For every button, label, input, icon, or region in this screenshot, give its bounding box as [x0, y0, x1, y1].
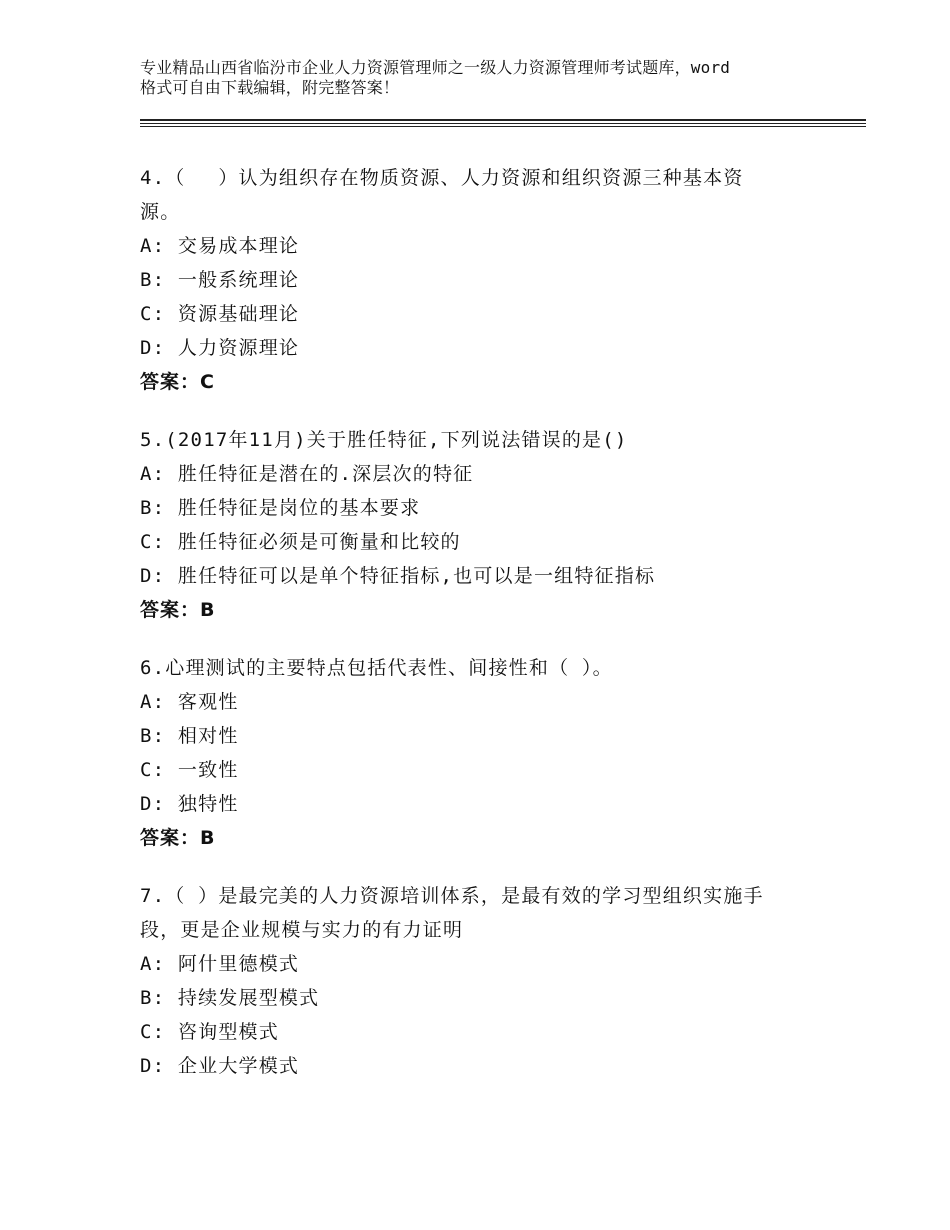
question-stem-line: 6.心理测试的主要特点包括代表性、间接性和（ ）。 [140, 657, 613, 679]
option-c: C: 资源基础理论 [140, 303, 300, 325]
header-rule [140, 119, 866, 121]
option-b: B: 胜任特征是岗位的基本要求 [140, 497, 421, 519]
question-5 [140, 423, 840, 627]
question-7 [140, 879, 840, 1083]
option-a: A: 客观性 [140, 691, 239, 713]
option-d: D: 企业大学模式 [140, 1055, 300, 1077]
header-rule [140, 126, 866, 127]
header-line-2: 格式可自由下载编辑，附完整答案！ [140, 78, 400, 97]
option-c: C: 咨询型模式 [140, 1021, 279, 1043]
answer: 答案：B [140, 827, 216, 849]
option-c: C: 胜任特征必须是可衡量和比较的 [140, 531, 461, 553]
question-stem [140, 651, 840, 685]
option-d: D: 胜任特征可以是单个特征指标,也可以是一组特征指标 [140, 565, 656, 587]
question-stem [140, 423, 840, 457]
option-b: B: 一般系统理论 [140, 269, 300, 291]
question-stem-line: 5.(2017年11月)关于胜任特征,下列说法错误的是() [140, 429, 628, 451]
answer: 答案：B [140, 599, 216, 621]
option-a: A: 阿什里德模式 [140, 953, 300, 975]
option-b: B: 持续发展型模式 [140, 987, 320, 1009]
header-rule [140, 123, 866, 124]
question-stem-line: 7.（ ）是最完美的人力资源培训体系，是最有效的学习型组织实施手 [140, 885, 764, 907]
answer: 答案：C [140, 371, 215, 393]
question-stem [140, 161, 840, 229]
document-header [140, 58, 840, 98]
question-stem-line: 4.（ ）认为组织存在物质资源、人力资源和组织资源三种基本资 [140, 167, 744, 189]
header-line-1: 专业精品山西省临汾市企业人力资源管理师之一级人力资源管理师考试题库，word [140, 58, 731, 77]
question-6 [140, 651, 840, 855]
question-stem-line: 段，更是企业规模与实力的有力证明 [140, 919, 464, 941]
question-stem [140, 879, 840, 947]
option-a: A: 胜任特征是潜在的.深层次的特征 [140, 463, 474, 485]
question-stem-line: 源。 [140, 201, 181, 223]
option-d: D: 人力资源理论 [140, 337, 300, 359]
option-b: B: 相对性 [140, 725, 239, 747]
question-4 [140, 161, 840, 399]
option-a: A: 交易成本理论 [140, 235, 300, 257]
question-list [140, 161, 840, 1107]
option-c: C: 一致性 [140, 759, 239, 781]
option-d: D: 独特性 [140, 793, 239, 815]
